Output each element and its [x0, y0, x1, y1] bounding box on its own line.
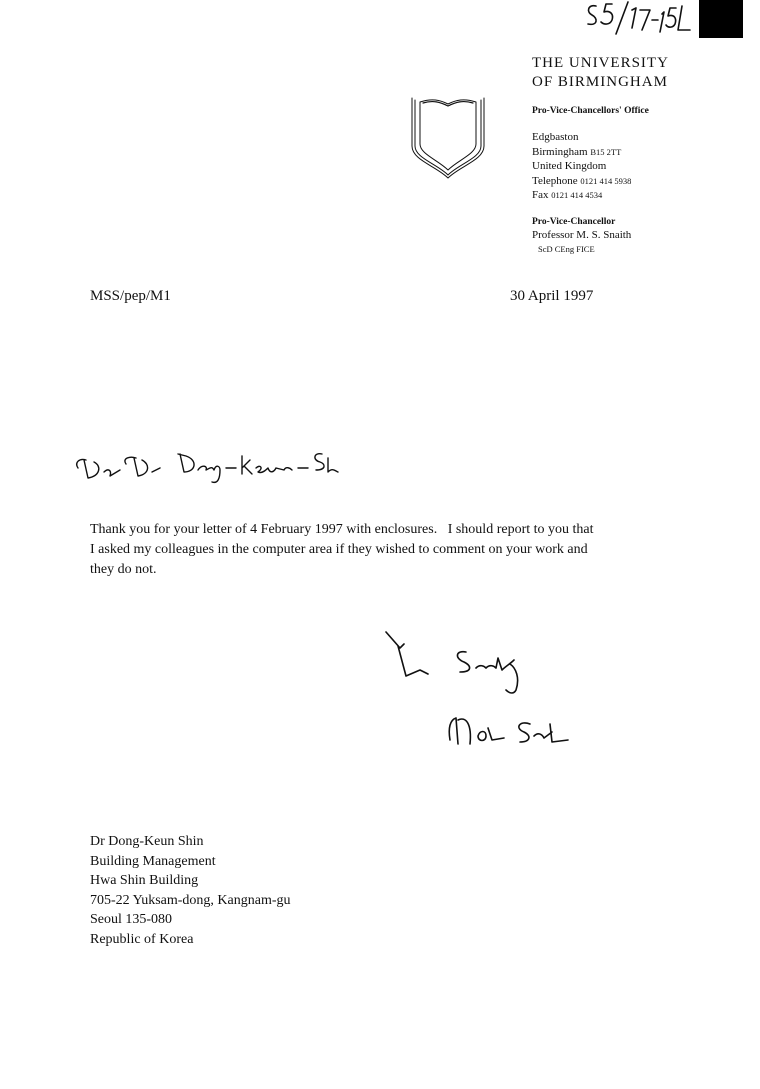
- recipient-name: Dr Dong-Keun Shin: [90, 834, 204, 849]
- letter-reference: MSS/pep/M1: [90, 288, 171, 304]
- handwritten-reference: [582, 0, 692, 40]
- telephone-number: 0121 414 5938: [580, 175, 632, 186]
- address-street: Edgbaston: [532, 131, 579, 143]
- body-line-2: I asked my colleagues in the computer area if they wished to comment on your work and: [90, 542, 588, 557]
- address-city: Birmingham: [532, 145, 588, 158]
- address-postcode: B15 2TT: [590, 146, 622, 157]
- letter-body: [90, 520, 650, 580]
- pvc-qualifications: ScD CEng FICE: [538, 243, 595, 254]
- handwritten-signature: [380, 628, 580, 758]
- fax-number: 0121 414 4534: [551, 190, 603, 200]
- office-name: Pro-Vice-Chancellors' Office: [532, 106, 649, 116]
- letterhead-address: [532, 130, 747, 203]
- recipient-line-3: 705-22 Yuksam-dong, Kangnam-gu: [90, 892, 291, 908]
- telephone-label: Telephone: [532, 174, 578, 187]
- recipient-line-2: Hwa Shin Building: [90, 873, 199, 888]
- recipient-line-1: Building Management: [90, 853, 216, 869]
- recipient-address: [90, 832, 291, 949]
- black-marker-tab: [699, 0, 743, 38]
- university-name-line2: OF BIRMINGHAM: [532, 74, 668, 90]
- recipient-line-4: Seoul 135-080: [90, 912, 173, 927]
- body-line-1: Thank you for your letter of 4 February 1997 with enclosures. I should report to you that: [90, 522, 594, 537]
- recipient-line-5: Republic of Korea: [90, 931, 194, 947]
- address-country: United Kingdom: [532, 160, 607, 172]
- telephone-line: [532, 174, 747, 189]
- university-crest-logo: [406, 96, 490, 180]
- fax-label: Fax: [532, 189, 549, 201]
- pvc-title: Pro-Vice-Chancellor: [532, 216, 616, 227]
- letterhead: [532, 54, 747, 255]
- university-name-line1: THE UNIVERSITY: [532, 55, 669, 71]
- pvc-name: Professor M. S. Snaith: [532, 228, 632, 241]
- fax-line: [532, 188, 747, 203]
- body-line-3: they do not.: [90, 562, 157, 577]
- handwritten-salutation: [70, 448, 340, 488]
- address-city-line: [532, 145, 747, 160]
- letter-date: 30 April 1997: [510, 288, 594, 304]
